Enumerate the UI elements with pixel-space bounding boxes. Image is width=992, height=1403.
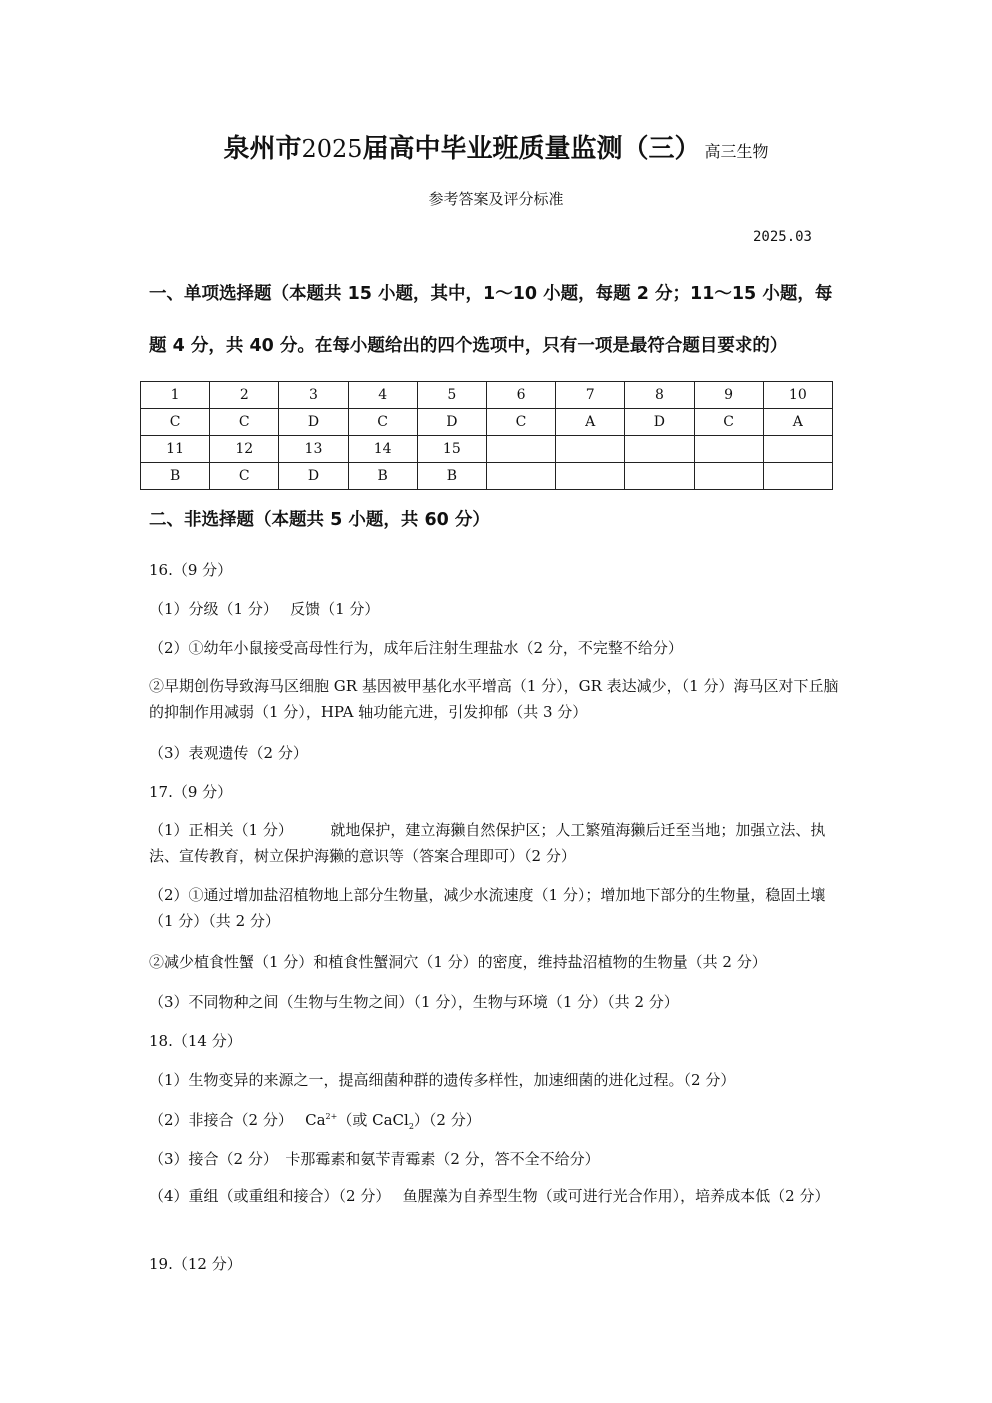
ion-charge: 2+ (325, 1112, 338, 1121)
table-cell: 9 (694, 382, 763, 409)
table-cell: B (141, 463, 210, 490)
table-cell: 2 (210, 382, 279, 409)
q18-answer-1: （1）生物变异的来源之一，提高细菌种群的遗传多样性，加速细菌的进化过程。（2 分） (149, 1071, 736, 1089)
table-cell (763, 463, 832, 490)
q16-answer-2b: ②早期创伤导致海马区细胞 GR 基因被甲基化水平增高（1 分），GR 表达减少，（1 分）海马区对下丘脑的抑制作用减弱（1 分），HPA 轴功能亢进，引发抑郁（共 3 分） (149, 677, 839, 721)
q18-answer-2-end: ）（2 分） (413, 1111, 481, 1129)
page-subtitle: 参考答案及评分标准 (428, 190, 564, 208)
table-cell: C (694, 409, 763, 436)
title-subject: 高三生物 (704, 142, 769, 161)
section1-heading-line1: 一、单项选择题（本题共 15 小题，其中，1～10 小题，每题 2 分；11～15 小题，每 (149, 284, 833, 304)
page-title (0, 128, 992, 165)
q18-answer-2-mid: （或 CaCl (337, 1111, 409, 1129)
table-cell: 7 (556, 382, 625, 409)
table-row (141, 436, 833, 463)
q18-answer-2-text: （2）非接合（2 分） Ca (149, 1111, 326, 1129)
table-cell: 1 (141, 382, 210, 409)
table-cell: A (763, 409, 832, 436)
title-exam: 届高中毕业班质量监测（三） (362, 134, 701, 164)
q18-answer-4: （4）重组（或重组和接合）（2 分） 鱼腥藻为自养型生物（或可进行光合作用），培养成本低（2 分） (149, 1187, 830, 1205)
title-city: 泉州市 (223, 134, 302, 164)
q17-answer-3: （3）不同物种之间（生物与生物之间）（1 分），生物与环境（1 分）（共 2 分） (149, 993, 679, 1011)
q16-answer-2: （2）①幼年小鼠接受高母性行为，成年后注射生理盐水（2 分，不完整不给分） (149, 639, 683, 657)
table-row (141, 382, 833, 409)
table-cell: 15 (417, 436, 486, 463)
q18-answer-3: （3）接合（2 分） 卡那霉素和氨苄青霉素（2 分，答不全不给分） (149, 1150, 600, 1168)
table-cell: D (417, 409, 486, 436)
table-cell (763, 436, 832, 463)
table-cell: C (210, 409, 279, 436)
q17-heading: 17.（9 分） (149, 783, 233, 801)
q18-heading: 18.（14 分） (149, 1032, 242, 1050)
q18-answer-2 (149, 1109, 481, 1131)
table-cell: 6 (486, 382, 555, 409)
table-cell (625, 436, 694, 463)
table-cell: 3 (279, 382, 348, 409)
table-cell: C (141, 409, 210, 436)
table-cell: 14 (348, 436, 417, 463)
table-cell: C (210, 463, 279, 490)
q19-heading: 19.（12 分） (149, 1255, 242, 1273)
table-cell: 11 (141, 436, 210, 463)
table-cell (694, 463, 763, 490)
q17-answer-2b: ②减少植食性蟹（1 分）和植食性蟹洞穴（1 分）的密度，维持盐沼植物的生物量（共 2 分） (149, 953, 767, 971)
table-cell (625, 463, 694, 490)
table-cell: B (417, 463, 486, 490)
table-cell (486, 463, 555, 490)
table-cell: 12 (210, 436, 279, 463)
table-cell: 13 (279, 436, 348, 463)
q16-answer-3: （3）表观遗传（2 分） (149, 744, 308, 762)
section1-heading-line2: 题 4 分，共 40 分。在每小题给出的四个选项中，只有一项是最符合题目要求的） (149, 336, 788, 356)
table-cell: 4 (348, 382, 417, 409)
table-cell: D (279, 463, 348, 490)
table-cell (556, 463, 625, 490)
table-cell: B (348, 463, 417, 490)
table-cell: C (486, 409, 555, 436)
table-cell: D (625, 409, 694, 436)
table-cell (694, 436, 763, 463)
q16-heading: 16.（9 分） (149, 561, 233, 579)
table-row (141, 463, 833, 490)
section2-heading: 二、非选择题（本题共 5 小题，共 60 分） (149, 510, 490, 530)
table-cell (486, 436, 555, 463)
table-cell: D (279, 409, 348, 436)
table-row (141, 409, 833, 436)
table-cell (556, 436, 625, 463)
table-cell: C (348, 409, 417, 436)
table-cell: 8 (625, 382, 694, 409)
q16-answer-1: （1）分级（1 分） 反馈（1 分） (149, 600, 380, 618)
exam-date: 2025.03 (752, 229, 812, 245)
q17-answer-1: （1）正相关（1 分） 就地保护，建立海獭自然保护区；人工繁殖海獭后迁至当地；加强立法、执法、宣传教育，树立保护海獭的意识等（答案合理即可）（2 分） (149, 821, 826, 865)
table-cell: A (556, 409, 625, 436)
title-year: 2025 (301, 135, 363, 163)
answer-table (140, 381, 833, 490)
table-cell: 10 (763, 382, 832, 409)
formula-subscript: 2 (408, 1122, 414, 1131)
table-cell: 5 (417, 382, 486, 409)
q17-answer-2: （2）①通过增加盐沼植物地上部分生物量，减少水流速度（1 分）；增加地下部分的生物量，稳固土壤（1 分）（共 2 分） (149, 886, 826, 930)
